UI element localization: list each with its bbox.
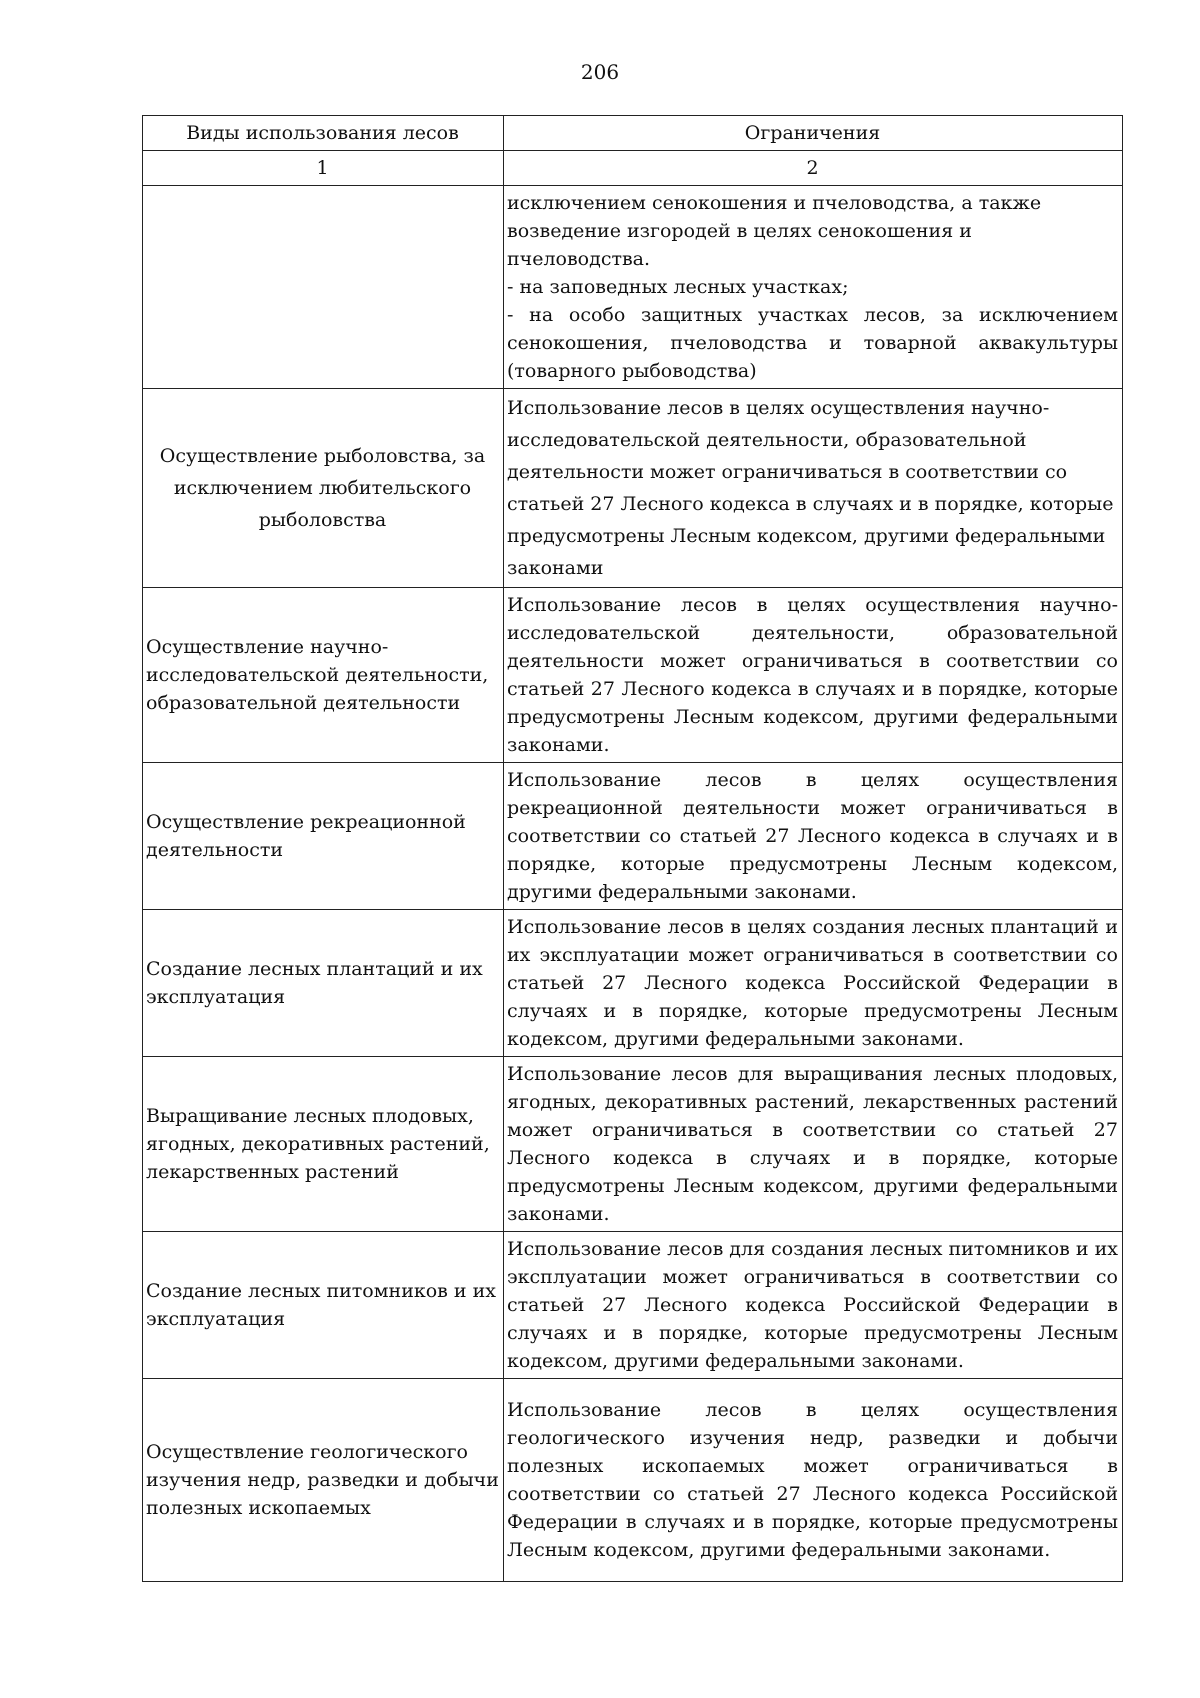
restriction-cell: Использование лесов в целях осуществления научно-исследовательской деятельности, образовательной деятельности может ограничиваться в соответствии со статьей 27 Лесного кодекса в случаях и в порядке, которые предусмотрены Лесным кодексом, другими федеральными законами bbox=[504, 389, 1123, 588]
table-row bbox=[143, 1232, 1123, 1379]
column-number-1: 1 bbox=[143, 151, 504, 186]
restriction-cell: Использование лесов для создания лесных питомников и их эксплуатации может ограничиваться в соответствии со статьей 27 Лесного кодекса Российской Федерации в случаях и в порядке, которые предусмотрены Лесным кодексом, другими федеральными законами. bbox=[504, 1232, 1123, 1379]
use-type-cell: Создание лесных питомников и их эксплуатация bbox=[143, 1232, 504, 1379]
use-type-cell: Создание лесных плантаций и их эксплуатация bbox=[143, 910, 504, 1057]
table-row bbox=[143, 389, 1123, 588]
restrictions-table bbox=[142, 115, 1123, 1582]
header-restrictions: Ограничения bbox=[504, 116, 1123, 151]
page-number: 206 bbox=[580, 60, 620, 84]
continuation-line: - на заповедных лесных участках; bbox=[507, 276, 849, 298]
table-row bbox=[143, 763, 1123, 910]
header-types: Виды использования лесов bbox=[143, 116, 504, 151]
restriction-cell: Использование лесов для выращивания лесных плодовых, ягодных, декоративных растений, лекарственных растений может ограничиваться в соответствии со статьей 27 Лесного кодекса в случаях и в порядке, которые предусмотрены Лесным кодексом, другими федеральными законами. bbox=[504, 1057, 1123, 1232]
table-header-row bbox=[143, 116, 1123, 151]
continuation-restriction-cell bbox=[504, 186, 1123, 389]
column-number-2: 2 bbox=[504, 151, 1123, 186]
use-type-cell: Осуществление рекреационной деятельности bbox=[143, 763, 504, 910]
use-type-cell: Выращивание лесных плодовых, ягодных, декоративных растений, лекарственных растений bbox=[143, 1057, 504, 1232]
continuation-line: возведение изгородей в целях сенокошения и bbox=[507, 220, 972, 242]
restriction-cell: Использование лесов в целях создания лесных плантаций и их эксплуатации может ограничиваться в соответствии со статьей 27 Лесного кодекса Российской Федерации в случаях и в порядке, которые предусмотрены Лесным кодексом, другими федеральными законами. bbox=[504, 910, 1123, 1057]
column-number-row bbox=[143, 151, 1123, 186]
restriction-cell: Использование лесов в целях осуществления рекреационной деятельности может ограничиваться в соответствии со статьей 27 Лесного кодекса в случаях и в порядке, которые предусмотрены Лесным кодексом, другими федеральными законами. bbox=[504, 763, 1123, 910]
restriction-cell: Использование лесов в целях осуществления геологического изучения недр, разведки и добычи полезных ископаемых может ограничиваться в соответствии со статьей 27 Лесного кодекса Российской Федерации в случаях и в порядке, которые предусмотрены Лесным кодексом, другими федеральными законами. bbox=[504, 1379, 1123, 1582]
continuation-line: пчеловодства. bbox=[507, 248, 651, 270]
table-row bbox=[143, 588, 1123, 763]
continuation-line: - на особо защитных участках лесов, за исключением сенокошения, пчеловодства и товарной аквакультуры (товарного рыбоводства) bbox=[507, 304, 1118, 382]
use-type-cell: Осуществление рыболовства, за исключением любительского рыболовства bbox=[143, 389, 504, 588]
use-type-cell: Осуществление научно-исследовательской деятельности, образовательной деятельности bbox=[143, 588, 504, 763]
table-row-continuation bbox=[143, 186, 1123, 389]
restriction-cell: Использование лесов в целях осуществления научно-исследовательской деятельности, образовательной деятельности может ограничиваться в соответствии со статьей 27 Лесного кодекса в случаях и в порядке, которые предусмотрены Лесным кодексом, другими федеральными законами. bbox=[504, 588, 1123, 763]
continuation-line: исключением сенокошения и пчеловодства, а также bbox=[507, 192, 1042, 214]
use-type-cell: Осуществление геологического изучения недр, разведки и добычи полезных ископаемых bbox=[143, 1379, 504, 1582]
continuation-type-cell bbox=[143, 186, 504, 389]
table-row bbox=[143, 910, 1123, 1057]
table-row bbox=[143, 1057, 1123, 1232]
table-row bbox=[143, 1379, 1123, 1582]
